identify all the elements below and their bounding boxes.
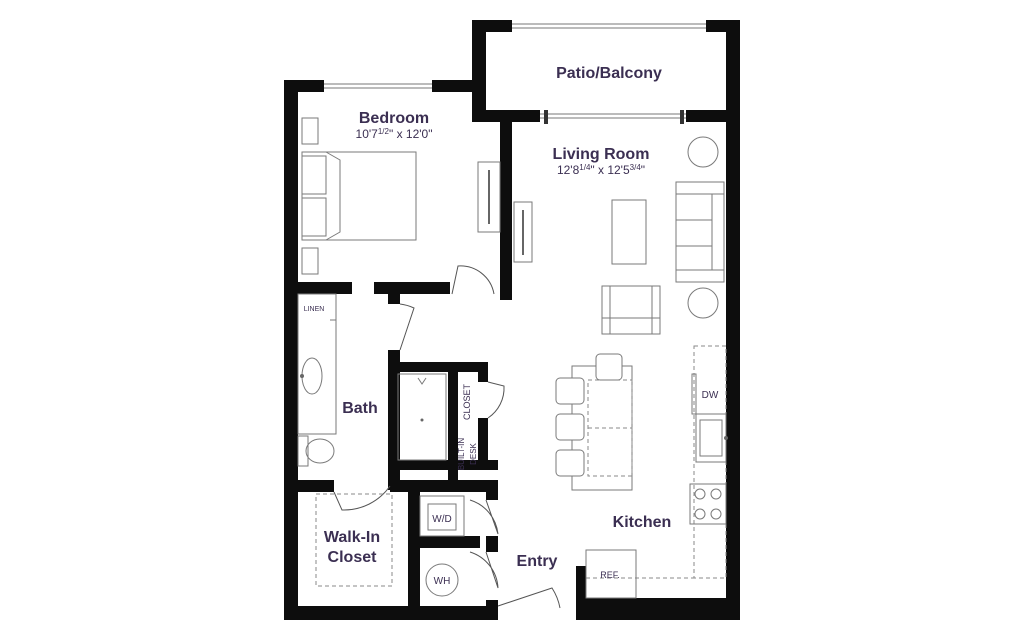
kitchen-fixtures <box>556 346 728 598</box>
walk-in-closet-label-1: Walk-In <box>323 529 381 546</box>
bedroom-label: Bedroom <box>358 110 430 127</box>
kitchen-label: Kitchen <box>612 514 672 531</box>
bedroom-furniture <box>302 118 500 294</box>
bath-fixtures <box>298 294 504 510</box>
linen-label: LINEN <box>303 306 325 313</box>
entry-label: Entry <box>516 553 558 570</box>
closet-label: CLOSET <box>462 383 472 421</box>
water-heater-label: WH <box>433 576 451 587</box>
bath-label: Bath <box>342 400 378 417</box>
built-in-label: BUILT-IN <box>457 437 466 471</box>
bedroom-dimensions: $10'7^{1/2}$" x 12'0" <box>355 127 433 141</box>
living-room-label: Living Room <box>552 146 650 163</box>
living-room-dimensions: $12'8^{1/4}$" x $12'5^{3/4}$" <box>556 163 646 177</box>
walk-in-closet-label-2: Closet <box>327 549 377 566</box>
patio-label: Patio/Balcony <box>556 65 662 82</box>
dishwasher-label: DW <box>701 390 719 401</box>
washer-dryer-label: W/D <box>432 514 452 525</box>
refrigerator-label: REF. <box>600 570 620 580</box>
desk-label: DESK <box>469 443 478 465</box>
